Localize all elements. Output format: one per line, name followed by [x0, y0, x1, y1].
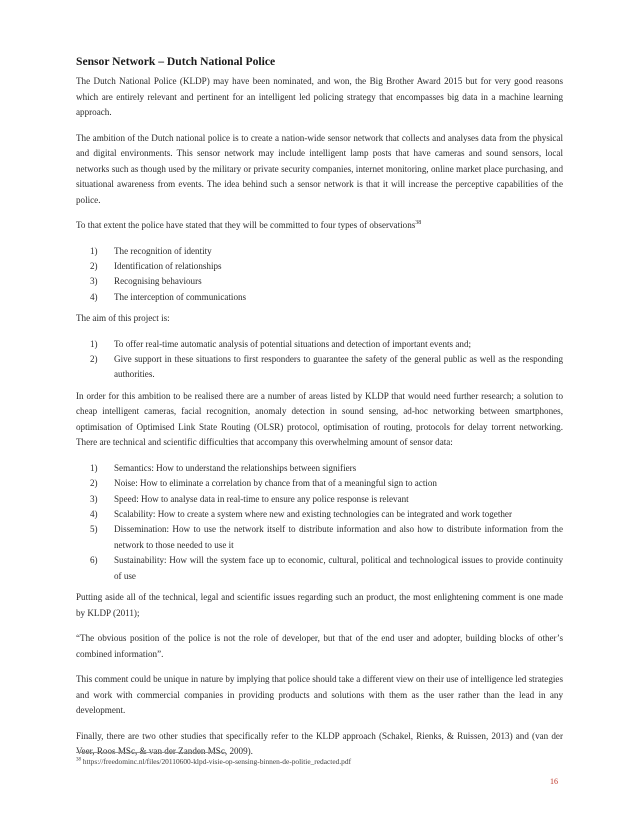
list-item-text: Dissemination: How to use the network itself to distribute information and also how to distribute information from the network to those needed to use it — [114, 524, 563, 550]
aims-list — [76, 337, 563, 383]
finally-paragraph: Finally, there are two other studies that specifically refer to the KLDP approach (Schakel, Rienks, & Ruissen, 2013) and (van der Veer, Roos MSc, & van der Zanden MSc, 2009). — [76, 730, 563, 757]
section-title: Sensor Network – Dutch National Police — [76, 55, 276, 68]
list-item-text: The recognition of identity — [114, 245, 212, 256]
ambition-paragraph: The ambition of the Dutch national police is to create a nation-wide sensor network that collects and analyses data from the physical and digital environments. This sensor network may include intelligent lamp posts that have cameras and sound sensors, local networks such as though used by the military or private security companies, internet monitoring, online market place purchasing, and situational awareness from events. The idea behind such a sensor network is that it will increase the perceptive capabilities of the police. — [76, 132, 563, 205]
difficulties-list — [76, 461, 563, 584]
list-number: 4) — [90, 291, 98, 302]
list-item — [76, 290, 563, 305]
list-item-text: Recognising behaviours — [114, 276, 202, 287]
list-item — [76, 274, 563, 289]
list-item — [76, 507, 563, 522]
list-number: 2) — [90, 354, 98, 365]
footnote-reference[interactable]: 38 — [415, 219, 422, 226]
intro-paragraph: The Dutch National Police (KLDP) may have been nominated, and won, the Big Brother Award 2015 but for very good reasons which are entirely relevant and pertinent for an intelligent led policing strategy that encompasses big data in a machine learning approach. — [76, 76, 563, 117]
observations-intro-paragraph — [76, 218, 563, 234]
list-number: 2) — [90, 260, 98, 271]
putting-aside-paragraph: Putting aside all of the technical, legal and scientific issues regarding such an product, the most enlightening comment is one made by KLDP (2011); — [76, 592, 563, 618]
list-item — [76, 337, 563, 352]
list-number: 3) — [90, 493, 98, 504]
page-number: 16 — [550, 777, 558, 786]
document-body — [76, 54, 563, 770]
list-item-text: Sustainability: How will the system face up to economic, cultural, political and technological issues to provide continuity of use — [114, 555, 563, 581]
observations-intro-text: To that extent the police have stated that they will be committed to four types of observations — [76, 220, 416, 230]
footnote-number: 38 — [76, 757, 81, 763]
list-number: 1) — [90, 338, 98, 349]
list-item-text: Give support in these situations to first responders to guarantee the safety of the general public as well as the responding authorities. — [114, 354, 563, 380]
list-item-text: Noise: How to eliminate a correlation by chance from that of a meaningful sign to action — [114, 478, 437, 489]
observations-list — [76, 244, 563, 306]
list-item — [76, 259, 563, 274]
list-number: 4) — [90, 509, 98, 520]
list-number: 3) — [90, 276, 98, 287]
list-item-text: The interception of communications — [114, 291, 247, 302]
list-item — [76, 352, 563, 383]
list-number: 6) — [90, 555, 98, 566]
list-number: 5) — [90, 524, 98, 535]
comment-paragraph: This comment could be unique in nature by implying that police should take a different view on their use of intelligence led strategies and work with commercial companies in providing products and solutions with them as the user rather than the lead in any development. — [76, 674, 563, 716]
list-number: 1) — [90, 245, 98, 256]
list-item-text: Identification of relationships — [114, 260, 222, 271]
list-item — [76, 461, 563, 476]
footnote-link[interactable]: https://freedominc.nl/files/20110600-klpd-visie-op-sensing-binnen-de-politie_redacted.pdf — [81, 757, 352, 766]
footnote-divider — [76, 752, 226, 753]
list-item-text: Speed: How to analyse data in real-time to ensure any police response is relevant — [114, 493, 409, 504]
list-item — [76, 553, 563, 584]
quote-paragraph: “The obvious position of the police is not the role of developer, but that of the end user and adopter, building blocks of other’s combined information”. — [76, 633, 563, 659]
list-item-text: To offer real-time automatic analysis of potential situations and detection of important events and; — [114, 338, 472, 349]
footnote — [76, 757, 351, 767]
list-item-text: Semantics: How to understand the relationships between signifiers — [114, 462, 357, 473]
list-item — [76, 492, 563, 507]
list-number: 2) — [90, 478, 98, 489]
list-item — [76, 476, 563, 491]
list-item-text: Scalability: How to create a system where new and existing technologies can be integrated and work together — [114, 509, 512, 520]
aim-intro-paragraph: The aim of this project is: — [76, 313, 170, 324]
research-paragraph: In order for this ambition to be realised there are a number of areas listed by KLDP that would need further research; a solution to cheap intelligent cameras, facial recognition, anomaly detection in sound sensing, ad-hoc networking between smartphones, optimisation of Optimised Link State Routing (OLSR) protocol, optimisation of routing, protocols for delay torrent networking. There are technical and scientific difficulties that accompany this overwhelming amount of sensor data: — [76, 390, 563, 448]
list-item — [76, 522, 563, 553]
list-number: 1) — [90, 462, 98, 473]
list-item — [76, 244, 563, 259]
